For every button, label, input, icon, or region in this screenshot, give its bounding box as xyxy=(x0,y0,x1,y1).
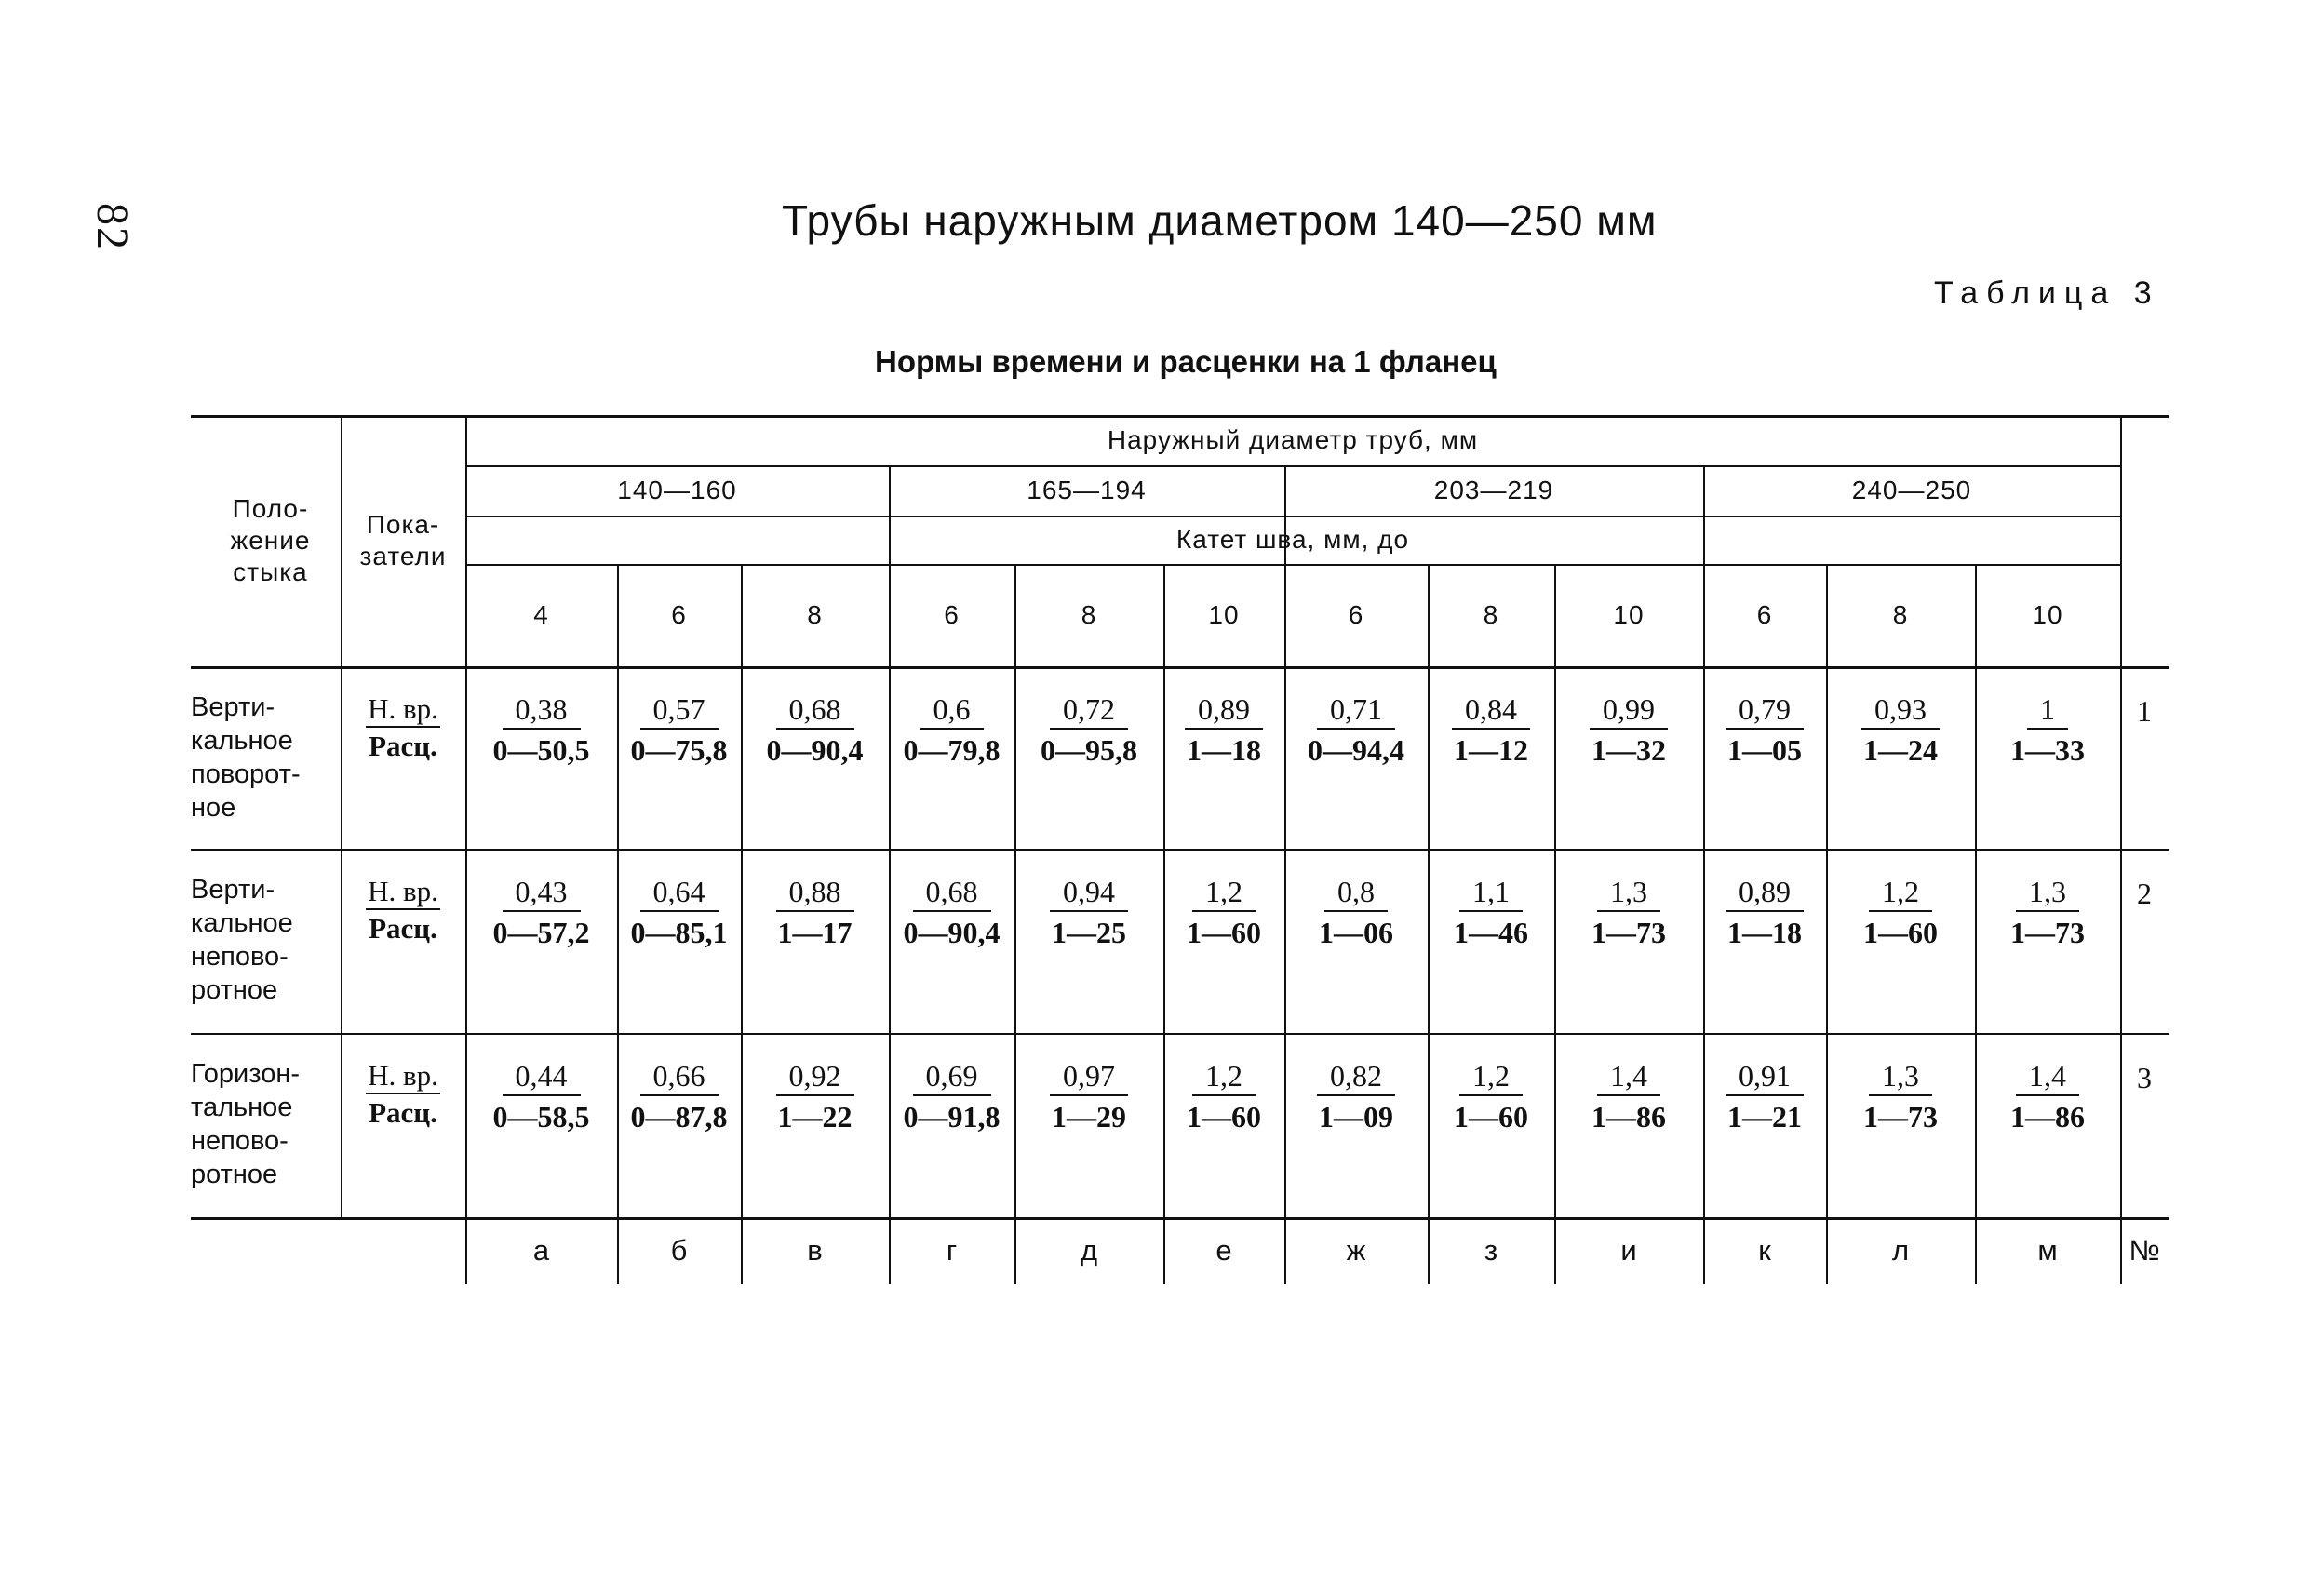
norm-cell xyxy=(617,875,741,959)
weld-leg-value: 6 xyxy=(1348,600,1364,629)
rate-value: 0—91,8 xyxy=(903,1100,1001,1133)
table-subtitle: Нормы времени и расценки на 1 фланец xyxy=(875,344,1497,379)
rate-value: 1—17 xyxy=(777,916,853,949)
norm-cell xyxy=(1554,1059,1703,1143)
norm-fraction xyxy=(1863,875,1938,951)
norm-fraction xyxy=(1863,1059,1938,1135)
weld-leg-value: 6 xyxy=(671,600,687,629)
rate-value: 0—75,8 xyxy=(630,733,728,767)
rate-value: 1—05 xyxy=(1727,733,1802,767)
norm-fraction xyxy=(1590,692,1668,769)
norm-cell xyxy=(465,1059,617,1143)
norm-cell xyxy=(889,692,1014,776)
time-norm-value: 0,71 xyxy=(1317,692,1395,730)
table-rule xyxy=(191,849,2169,851)
norm-fraction xyxy=(776,875,854,951)
column-letter: к xyxy=(1758,1234,1771,1267)
time-norm-value: 1,2 xyxy=(1192,875,1256,912)
norm-fraction xyxy=(1726,692,1804,769)
rate-value: 0—87,8 xyxy=(630,1100,728,1133)
norm-fraction xyxy=(1185,692,1263,769)
weld-leg-value: 6 xyxy=(944,600,960,629)
time-norm-value: 0,64 xyxy=(640,875,719,912)
rate-value: 1—73 xyxy=(2010,916,2085,949)
rate-value: 1—18 xyxy=(1187,733,1261,767)
diameter-group-header: 203—219 xyxy=(1433,476,1554,504)
norm-fraction xyxy=(493,1059,590,1135)
indicator-fraction xyxy=(366,875,440,947)
norm-fraction xyxy=(631,692,728,769)
time-norm-value: 0,84 xyxy=(1452,692,1530,730)
row-number: 1 xyxy=(2137,694,2152,728)
norm-cell xyxy=(1826,1059,1975,1143)
weld-leg-value: 8 xyxy=(807,600,823,629)
norm-cell xyxy=(1014,875,1163,959)
time-norm-value: 1,1 xyxy=(1459,875,1523,912)
weld-leg-value: 8 xyxy=(1483,600,1499,629)
time-norm-value: 1,3 xyxy=(1869,1059,1932,1096)
norm-cell xyxy=(1428,1059,1554,1143)
rate-value: 0—94,4 xyxy=(1308,733,1404,767)
column-letter: л xyxy=(1891,1234,1910,1267)
row-number: 3 xyxy=(2137,1061,2152,1094)
norm-fraction xyxy=(1454,1059,1528,1135)
column-letter: б xyxy=(670,1234,688,1267)
norm-cell xyxy=(1163,875,1284,959)
row-position-label: Верти- кальное непово- ротное xyxy=(191,875,293,1005)
norm-cell xyxy=(1163,692,1284,776)
norm-cell xyxy=(889,1059,1014,1143)
indicator-rate-label: Расц. xyxy=(369,1096,437,1129)
weld-leg-value: 10 xyxy=(1208,600,1240,629)
rate-value: 1—18 xyxy=(1727,916,1802,949)
norm-cell xyxy=(617,1059,741,1143)
row-position-label: Верти- кальное поворот- ное xyxy=(191,692,301,823)
norm-cell xyxy=(741,1059,889,1143)
norm-cell xyxy=(465,875,617,959)
norm-fraction xyxy=(1452,692,1530,769)
norm-fraction xyxy=(1726,1059,1804,1135)
number-sign: № xyxy=(2129,1234,2160,1267)
column-letter: в xyxy=(807,1234,823,1267)
page-number: 82 xyxy=(87,203,137,251)
indicator-fraction xyxy=(366,692,440,765)
time-norm-value: 0,57 xyxy=(640,692,719,730)
norm-cell xyxy=(1284,1059,1428,1143)
indicator-time-label: Н. вр. xyxy=(366,1059,440,1094)
indicator-time-label: Н. вр. xyxy=(366,875,440,910)
time-norm-value: 0,44 xyxy=(503,1059,581,1096)
time-norm-value: 1,4 xyxy=(1597,1059,1660,1096)
time-norm-value: 0,8 xyxy=(1324,875,1388,912)
norm-fraction xyxy=(1591,1059,1666,1135)
norm-fraction xyxy=(1591,875,1666,951)
norm-cell xyxy=(741,692,889,776)
norm-fraction xyxy=(1319,875,1393,951)
column-letter: м xyxy=(2037,1234,2058,1267)
time-norm-value: 0,97 xyxy=(1050,1059,1128,1096)
norm-fraction xyxy=(1187,875,1261,951)
rate-value: 1—86 xyxy=(2010,1100,2085,1133)
norm-cell xyxy=(889,875,1014,959)
time-norm-value: 0,99 xyxy=(1590,692,1668,730)
time-norm-value: 0,6 xyxy=(920,692,984,730)
time-norm-value: 1,3 xyxy=(1597,875,1660,912)
rate-value: 0—58,5 xyxy=(492,1100,590,1133)
rate-value: 0—50,5 xyxy=(492,733,590,767)
norm-cell xyxy=(1975,692,2120,776)
rate-value: 1—24 xyxy=(1863,733,1938,767)
rate-value: 0—57,2 xyxy=(492,916,590,949)
rate-value: 1—12 xyxy=(1454,733,1528,767)
time-norm-value: 0,43 xyxy=(503,875,581,912)
time-norm-value: 1 xyxy=(2027,692,2068,730)
time-norm-value: 0,68 xyxy=(913,875,991,912)
norm-fraction xyxy=(631,1059,728,1135)
rate-value: 1—86 xyxy=(1591,1100,1666,1133)
norm-cell xyxy=(617,692,741,776)
norm-fraction xyxy=(2010,1059,2085,1135)
row-indicators xyxy=(341,692,465,776)
norm-fraction xyxy=(904,875,1001,951)
time-norm-value: 1,3 xyxy=(2016,875,2079,912)
norm-fraction xyxy=(2010,875,2085,951)
rate-value: 1—73 xyxy=(1863,1100,1938,1133)
norm-fraction xyxy=(1317,1059,1395,1135)
norm-cell xyxy=(1975,875,2120,959)
diameter-group-header: 140—160 xyxy=(617,476,737,504)
norm-cell xyxy=(1428,875,1554,959)
row-indicators xyxy=(341,1059,465,1143)
rate-value: 1—09 xyxy=(1319,1100,1393,1133)
table-rule xyxy=(191,666,2169,669)
time-norm-value: 1,2 xyxy=(1869,875,1932,912)
norm-fraction xyxy=(1861,692,1940,769)
time-norm-value: 0,72 xyxy=(1050,692,1128,730)
indicator-rate-label: Расц. xyxy=(369,912,437,945)
diameter-group-header: 165—194 xyxy=(1027,476,1147,504)
norm-cell xyxy=(1554,692,1703,776)
column-letter: а xyxy=(532,1234,550,1267)
norm-cell xyxy=(1703,1059,1826,1143)
time-norm-value: 0,82 xyxy=(1317,1059,1395,1096)
rate-value: 0—79,8 xyxy=(903,733,1001,767)
position-header: Поло- жение стыка xyxy=(230,494,311,586)
rate-value: 0—90,4 xyxy=(766,733,864,767)
norm-cell xyxy=(1284,875,1428,959)
rate-value: 1—32 xyxy=(1591,733,1666,767)
rate-value: 1—46 xyxy=(1454,916,1528,949)
norm-fraction xyxy=(1050,875,1128,951)
norm-cell xyxy=(1703,692,1826,776)
weld-leg-value: 8 xyxy=(1892,600,1909,629)
column-letter: г xyxy=(946,1234,958,1267)
rate-value: 0—85,1 xyxy=(630,916,728,949)
rate-value: 1—29 xyxy=(1052,1100,1126,1133)
time-norm-value: 0,93 xyxy=(1861,692,1940,730)
table-label: Таблица 3 xyxy=(1934,275,2160,311)
rate-value: 1—25 xyxy=(1052,916,1126,949)
rate-value: 1—60 xyxy=(1187,1100,1261,1133)
norm-cell xyxy=(1428,692,1554,776)
time-norm-value: 0,91 xyxy=(1726,1059,1804,1096)
norm-fraction xyxy=(904,1059,1001,1135)
weld-leg-value: 8 xyxy=(1081,600,1097,629)
time-norm-value: 0,38 xyxy=(503,692,581,730)
time-norm-value: 0,79 xyxy=(1726,692,1804,730)
norm-fraction xyxy=(2010,692,2085,769)
weld-leg-value: 4 xyxy=(533,600,549,629)
row-position-label: Горизон- тальное непово- ротное xyxy=(191,1059,300,1189)
weld-leg-value: 10 xyxy=(1613,600,1645,629)
weld-leg-value: 10 xyxy=(2032,600,2063,629)
norm-cell xyxy=(465,692,617,776)
norm-fraction xyxy=(493,692,590,769)
rate-value: 1—21 xyxy=(1727,1100,1802,1133)
norm-fraction xyxy=(1454,875,1528,951)
weld-leg-header: Катет шва, мм, до xyxy=(1175,525,1410,554)
norm-fraction xyxy=(631,875,728,951)
norm-fraction xyxy=(1308,692,1404,769)
time-norm-value: 0,88 xyxy=(776,875,854,912)
norm-cell xyxy=(1163,1059,1284,1143)
rate-value: 0—95,8 xyxy=(1041,733,1137,767)
time-norm-value: 1,2 xyxy=(1192,1059,1256,1096)
time-norm-value: 0,89 xyxy=(1185,692,1263,730)
column-letter: з xyxy=(1484,1234,1498,1267)
table-rule xyxy=(191,1033,2169,1035)
column-letter: и xyxy=(1620,1234,1637,1267)
row-number: 2 xyxy=(2137,877,2152,910)
norm-cell xyxy=(1014,1059,1163,1143)
time-norm-value: 0,66 xyxy=(640,1059,719,1096)
time-norm-value: 0,94 xyxy=(1050,875,1128,912)
time-norm-value: 0,68 xyxy=(776,692,854,730)
norm-fraction xyxy=(1041,692,1137,769)
norm-cell xyxy=(1703,875,1826,959)
diameter-group-header: 240—250 xyxy=(1851,476,1972,504)
time-norm-value: 0,69 xyxy=(913,1059,991,1096)
column-letter: ж xyxy=(1346,1234,1366,1267)
rate-value: 1—33 xyxy=(2010,733,2085,767)
indicators-header: Пока- затели xyxy=(359,510,447,570)
column-letter: е xyxy=(1215,1234,1232,1267)
norm-cell xyxy=(1975,1059,2120,1143)
indicator-rate-label: Расц. xyxy=(369,730,437,762)
norm-fraction xyxy=(1726,875,1804,951)
indicator-fraction xyxy=(366,1059,440,1132)
time-norm-value: 1,4 xyxy=(2016,1059,2079,1096)
norm-fraction xyxy=(1187,1059,1261,1135)
time-norm-value: 0,92 xyxy=(776,1059,854,1096)
norm-cell xyxy=(1826,692,1975,776)
norm-fraction xyxy=(493,875,590,951)
indicator-time-label: Н. вр. xyxy=(366,692,440,728)
rate-value: 1—06 xyxy=(1319,916,1393,949)
norm-cell xyxy=(741,875,889,959)
rate-value: 0—90,4 xyxy=(903,916,1001,949)
norm-fraction xyxy=(767,692,864,769)
outer-diameter-header: Наружный диаметр труб, мм xyxy=(1107,425,1479,454)
norm-fraction xyxy=(904,692,1001,769)
norm-fraction xyxy=(1050,1059,1128,1135)
norm-cell xyxy=(1284,692,1428,776)
norm-cell xyxy=(1826,875,1975,959)
column-letter: д xyxy=(1080,1234,1098,1267)
page-title: Трубы наружным диаметром 140—250 мм xyxy=(782,196,1658,245)
rate-value: 1—60 xyxy=(1454,1100,1528,1133)
rate-value: 1—60 xyxy=(1187,916,1261,949)
rate-value: 1—73 xyxy=(1591,916,1666,949)
norm-cell xyxy=(1554,875,1703,959)
row-indicators xyxy=(341,875,465,959)
time-norm-value: 0,89 xyxy=(1726,875,1804,912)
norm-cell xyxy=(1014,692,1163,776)
rate-value: 1—22 xyxy=(777,1100,853,1133)
time-norm-value: 1,2 xyxy=(1459,1059,1523,1096)
weld-leg-value: 6 xyxy=(1756,600,1773,629)
rate-value: 1—60 xyxy=(1863,916,1938,949)
norm-fraction xyxy=(776,1059,854,1135)
